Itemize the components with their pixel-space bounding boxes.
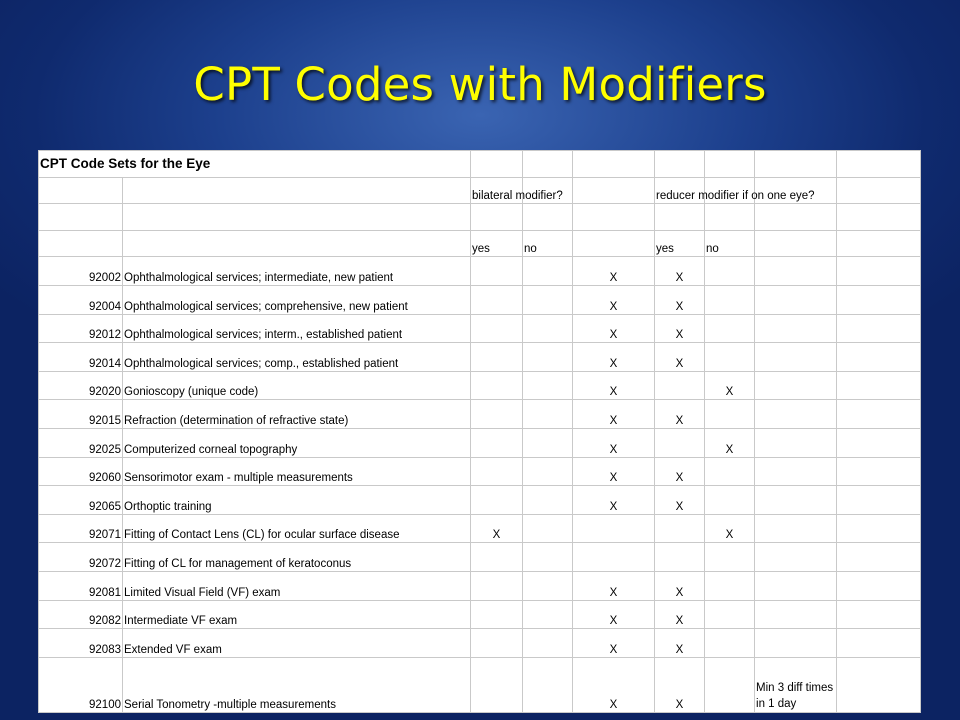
table-row [39,571,921,600]
table-row [39,457,921,486]
table-row [39,543,921,572]
code-cell: 92065 [39,486,123,515]
description-cell: Ophthalmological services; comprehensive, new patient [123,285,471,314]
bilateral-no-cell: X [573,400,655,429]
reducer-yes-cell: X [655,314,705,343]
code-cell: 92025 [39,428,123,457]
reducer-no-cell: X [705,428,755,457]
reducer-yes-cell [655,371,705,400]
reducer-no-cell: X [705,514,755,543]
bilateral-yes-cell [471,457,523,486]
reducer-yes-cell: X [655,343,705,372]
reducer-yes-cell: X [655,657,705,712]
code-cell: 92060 [39,457,123,486]
table-row [39,285,921,314]
description-cell: Sensorimotor exam - multiple measurements [123,457,471,486]
bilateral-yes-cell [471,400,523,429]
bilateral-yes-cell [471,629,523,658]
reducer-yes-cell: X [655,257,705,286]
note-cell [755,257,837,286]
description-cell: Extended VF exam [123,629,471,658]
reducer-no-cell [705,343,755,372]
bilateral-yes-cell [471,314,523,343]
code-cell: 92081 [39,571,123,600]
bilateral-no-cell [573,514,655,543]
reducer-yes-cell: X [655,629,705,658]
reducer-no-cell [705,600,755,629]
reducer-yes-header: yes [655,230,705,257]
code-cell: 92083 [39,629,123,658]
note-cell [755,486,837,515]
description-cell: Serial Tonometry -multiple measurements [123,657,471,712]
reducer-no-cell [705,457,755,486]
bilateral-yes-cell [471,371,523,400]
reducer-no-cell [705,400,755,429]
table-row [39,257,921,286]
yes-no-header-row [39,230,921,257]
reducer-no-header: no [705,230,755,257]
blank-row [39,204,921,231]
modifier-header-row [39,177,921,204]
code-cell: 92002 [39,257,123,286]
description-cell: Ophthalmological services; intermediate, new patient [123,257,471,286]
bilateral-yes-cell [471,428,523,457]
table-row [39,428,921,457]
note-cell [755,314,837,343]
reducer-no-cell [705,486,755,515]
table-row [39,657,921,712]
reducer-yes-cell [655,428,705,457]
table-heading-row [39,151,921,178]
reducer-yes-cell: X [655,486,705,515]
note-cell [755,571,837,600]
code-cell: 92072 [39,543,123,572]
bilateral-yes-cell [471,343,523,372]
code-cell: 92100 [39,657,123,712]
table-row [39,486,921,515]
note-cell [755,457,837,486]
bilateral-no-cell: X [573,257,655,286]
bilateral-yes-cell [471,257,523,286]
bilateral-modifier-header: bilateral modifier? [471,177,523,204]
reducer-yes-cell [655,514,705,543]
reducer-no-cell [705,314,755,343]
reducer-yes-cell: X [655,457,705,486]
bilateral-no-cell: X [573,629,655,658]
bilateral-yes-header: yes [471,230,523,257]
reducer-no-cell [705,543,755,572]
code-cell: 92082 [39,600,123,629]
table-row [39,400,921,429]
description-cell: Gonioscopy (unique code) [123,371,471,400]
note-cell [755,285,837,314]
bilateral-yes-cell [471,486,523,515]
description-cell: Computerized corneal topography [123,428,471,457]
bilateral-no-cell: X [573,457,655,486]
reducer-yes-cell [655,543,705,572]
table-row [39,514,921,543]
reducer-modifier-header: reducer modifier if on one eye? [655,177,705,204]
code-cell: 92012 [39,314,123,343]
reducer-no-cell [705,571,755,600]
note-cell: Min 3 diff times in 1 day [755,657,837,712]
note-cell [755,428,837,457]
description-cell: Ophthalmological services; comp., established patient [123,343,471,372]
reducer-no-cell [705,285,755,314]
description-cell: Fitting of CL for management of keratoconus [123,543,471,572]
table-row [39,314,921,343]
code-cell: 92015 [39,400,123,429]
description-cell: Orthoptic training [123,486,471,515]
table-row [39,371,921,400]
bilateral-no-cell: X [573,285,655,314]
reducer-no-cell [705,257,755,286]
note-cell [755,514,837,543]
table-heading: CPT Code Sets for the Eye [39,151,471,178]
bilateral-no-header: no [523,230,573,257]
bilateral-no-cell: X [573,371,655,400]
bilateral-yes-cell [471,285,523,314]
reducer-yes-cell: X [655,400,705,429]
note-cell [755,600,837,629]
bilateral-no-cell [573,543,655,572]
cpt-code-table [38,150,921,713]
bilateral-no-cell: X [573,486,655,515]
note-cell [755,629,837,658]
description-cell: Fitting of Contact Lens (CL) for ocular surface disease [123,514,471,543]
reducer-no-cell [705,629,755,658]
slide-title: CPT Codes with Modifiers [193,58,767,111]
note-cell [755,400,837,429]
table-row [39,343,921,372]
note-cell [755,343,837,372]
bilateral-no-cell: X [573,314,655,343]
bilateral-no-cell: X [573,600,655,629]
bilateral-yes-cell [471,600,523,629]
bilateral-no-cell: X [573,571,655,600]
bilateral-no-cell: X [573,428,655,457]
code-cell: 92014 [39,343,123,372]
bilateral-no-cell: X [573,343,655,372]
description-cell: Limited Visual Field (VF) exam [123,571,471,600]
description-cell: Ophthalmological services; interm., established patient [123,314,471,343]
bilateral-yes-cell [471,571,523,600]
bilateral-yes-cell [471,543,523,572]
reducer-yes-cell: X [655,571,705,600]
reducer-yes-cell: X [655,285,705,314]
description-cell: Refraction (determination of refractive state) [123,400,471,429]
note-cell [755,371,837,400]
description-cell: Intermediate VF exam [123,600,471,629]
note-cell [755,543,837,572]
bilateral-yes-cell: X [471,514,523,543]
reducer-no-cell [705,657,755,712]
reducer-yes-cell: X [655,600,705,629]
code-cell: 92004 [39,285,123,314]
reducer-no-cell: X [705,371,755,400]
code-cell: 92071 [39,514,123,543]
code-cell: 92020 [39,371,123,400]
bilateral-yes-cell [471,657,523,712]
bilateral-no-cell: X [573,657,655,712]
table-row [39,629,921,658]
table-row [39,600,921,629]
